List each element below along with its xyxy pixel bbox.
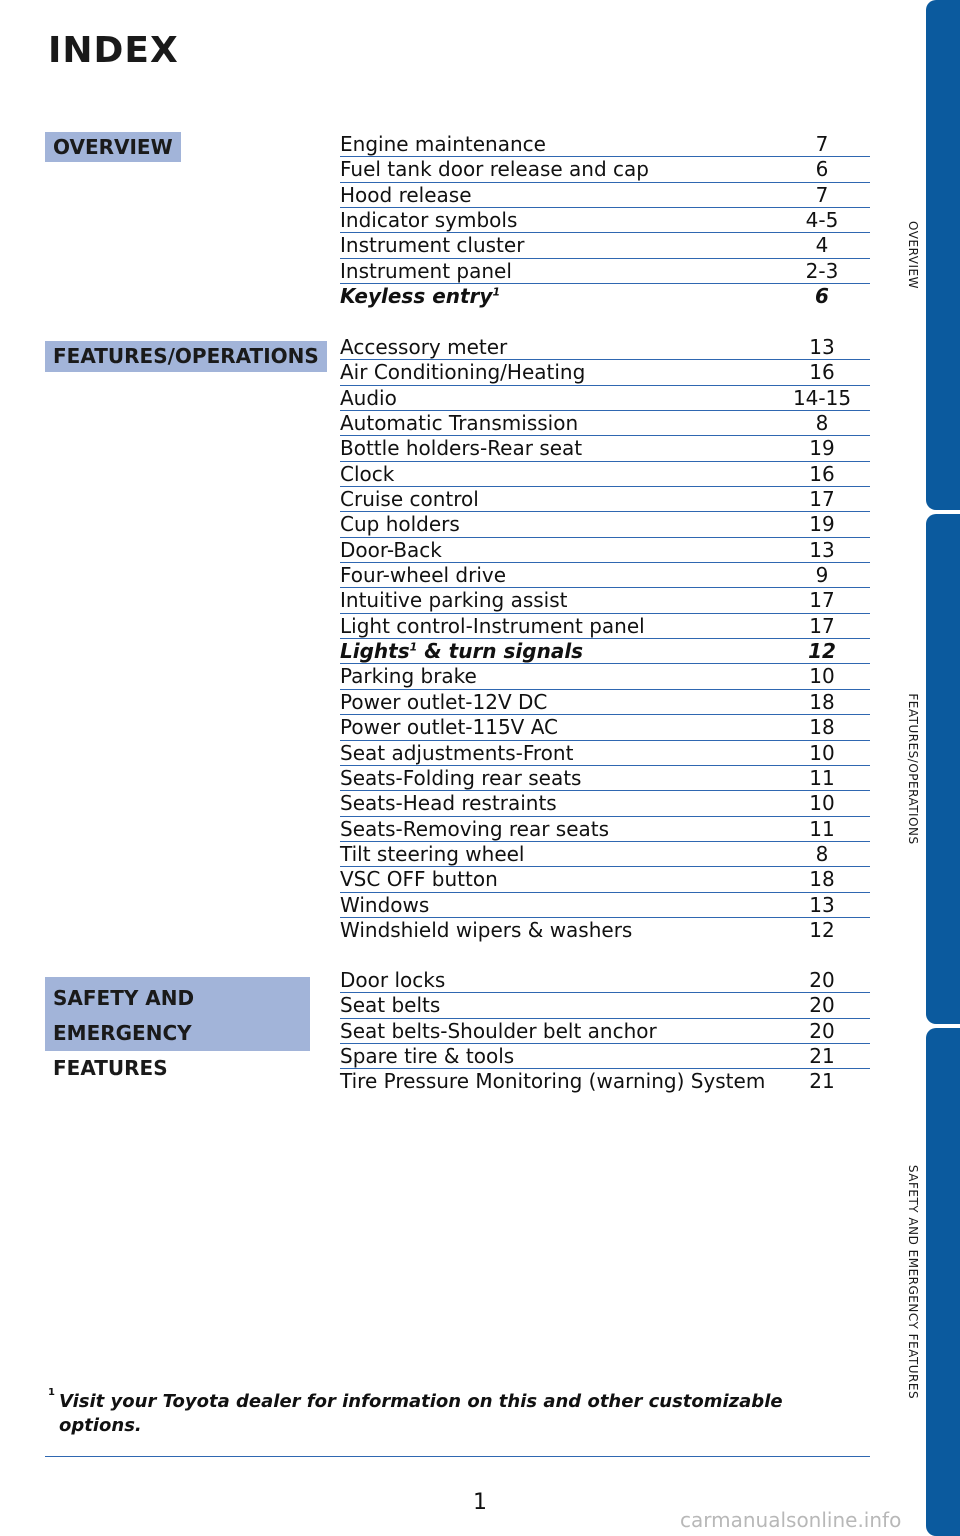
index-entry <box>340 690 870 715</box>
entry-label: Seat adjustments-Front <box>340 740 574 765</box>
index-entry <box>340 614 870 639</box>
entry-page-number: 12 <box>808 639 836 664</box>
entry-label: Spare tire & tools <box>340 1044 515 1069</box>
entry-label: Seat belts-Shoulder belt anchor <box>340 1018 657 1043</box>
index-entry <box>340 208 870 233</box>
entry-label: Engine maintenance <box>340 132 546 156</box>
entry-label: Power outlet-115V AC <box>340 715 559 740</box>
index-entry <box>340 766 870 791</box>
entry-page-number: 18 <box>809 867 835 892</box>
entry-label: Seats-Head restraints <box>340 791 557 816</box>
index-entry <box>340 588 870 613</box>
entry-label: VSC OFF button <box>340 867 498 892</box>
entry-label: Door-Back <box>340 537 442 562</box>
entry-page-number: 10 <box>809 740 835 765</box>
entry-page-number: 12 <box>809 917 835 942</box>
entry-page-number: 13 <box>809 537 835 562</box>
index-entry <box>340 1044 870 1069</box>
index-entry <box>340 817 870 842</box>
index-entry <box>340 1069 870 1094</box>
entry-page-number: 17 <box>809 588 835 613</box>
entry-label: Lights$^1$ & turn signals <box>340 639 584 664</box>
entry-page-number: 10 <box>809 791 835 816</box>
entry-page-number: 18 <box>809 715 835 740</box>
index-list-safety <box>340 968 870 1095</box>
entry-label: Intuitive parking assist <box>340 588 568 613</box>
index-list-features <box>340 335 870 943</box>
entry-label: Light control-Instrument panel <box>340 613 645 638</box>
footnote-text: Visit your Toyota dealer for information on this and other customizable options. <box>59 1391 783 1436</box>
entry-label: Air Conditioning/Heating <box>340 360 586 385</box>
entry-page-number: 19 <box>809 512 835 537</box>
index-entry <box>340 968 870 993</box>
entry-label: Windows <box>340 892 430 917</box>
index-entry <box>340 512 870 537</box>
entry-label: Door locks <box>340 968 446 992</box>
index-entry <box>340 259 870 284</box>
section-label-line: FEATURES/OPERATIONS <box>53 344 319 368</box>
side-tab-safety[interactable] <box>926 1028 960 1536</box>
watermark: carmanualsonline.info <box>680 1508 902 1532</box>
index-entry <box>340 741 870 766</box>
entry-page-number: 20 <box>809 1018 835 1043</box>
entry-page-number: 8 <box>815 411 829 436</box>
entry-page-number: 8 <box>815 841 829 866</box>
index-entry <box>340 132 870 157</box>
index-entry <box>340 918 870 943</box>
entry-label: Windshield wipers & washers <box>340 917 633 942</box>
index-entry <box>340 563 870 588</box>
footnote-ref: 1 <box>409 640 418 654</box>
entry-page-number: 9 <box>815 563 829 588</box>
index-entry <box>340 791 870 816</box>
entry-label: Instrument panel <box>340 258 512 283</box>
index-entry <box>340 157 870 182</box>
index-entry <box>340 462 870 487</box>
entry-page-number: 4 <box>815 233 829 258</box>
entry-label: Cup holders <box>340 512 460 537</box>
entry-page-number: 21 <box>809 1044 835 1069</box>
entry-label: Fuel tank door release and cap <box>340 157 649 182</box>
entry-page-number: 20 <box>809 993 835 1018</box>
entry-page-number: 11 <box>809 765 835 790</box>
page-number: 1 <box>473 1490 487 1515</box>
section-label-line: EMERGENCY FEATURES <box>53 1021 192 1080</box>
entry-page-number: 16 <box>809 461 835 486</box>
entry-label: Seat belts <box>340 993 441 1018</box>
entry-label: Accessory meter <box>340 335 508 359</box>
index-entry <box>340 487 870 512</box>
footnote <box>48 1387 848 1438</box>
index-entry <box>340 1019 870 1044</box>
side-tab-overview[interactable] <box>926 0 960 510</box>
entry-page-number: 19 <box>809 436 835 461</box>
entry-label: Clock <box>340 461 395 486</box>
page-title: INDEX <box>48 30 179 71</box>
entry-label: Seats-Folding rear seats <box>340 765 582 790</box>
entry-page-number: 13 <box>809 892 835 917</box>
entry-label: Four-wheel drive <box>340 563 507 588</box>
side-rail <box>926 0 960 1536</box>
footnote-marker: 1 <box>48 1387 55 1398</box>
entry-page-number: 6 <box>815 157 829 182</box>
index-entry <box>340 893 870 918</box>
entry-page-number: 10 <box>809 664 835 689</box>
entry-page-number: 13 <box>809 335 835 359</box>
entry-page-number: 20 <box>809 968 835 992</box>
index-entry <box>340 715 870 740</box>
entry-label: Automatic Transmission <box>340 411 579 436</box>
index-entry <box>340 386 870 411</box>
entry-label: Cruise control <box>340 487 479 512</box>
index-entry <box>340 842 870 867</box>
side-tab-features[interactable] <box>926 514 960 1024</box>
entry-label: Seats-Removing rear seats <box>340 816 610 841</box>
entry-label: Indicator symbols <box>340 208 518 233</box>
entry-page-number: 16 <box>809 360 835 385</box>
footnote-ref: 1 <box>492 285 501 299</box>
index-entry <box>340 233 870 258</box>
index-entry <box>340 639 870 664</box>
index-list-overview <box>340 132 870 309</box>
entry-page-number: 17 <box>809 613 835 638</box>
footer-divider <box>45 1456 870 1457</box>
index-entry <box>340 284 870 309</box>
entry-page-number: 14-15 <box>792 385 852 410</box>
index-entry <box>340 183 870 208</box>
section-label-safety <box>45 977 310 1080</box>
index-entry <box>340 411 870 436</box>
index-entry <box>340 436 870 461</box>
entry-page-number: 11 <box>809 816 835 841</box>
entry-label: Tilt steering wheel <box>340 841 525 866</box>
entry-label: Audio <box>340 385 397 410</box>
index-entry <box>340 360 870 385</box>
entry-label: Hood release <box>340 182 472 207</box>
index-entry <box>340 664 870 689</box>
entry-page-number: 4-5 <box>805 208 839 233</box>
index-entry <box>340 538 870 563</box>
section-label-features <box>45 341 327 372</box>
entry-page-number: 21 <box>809 1069 835 1094</box>
entry-page-number: 18 <box>809 689 835 714</box>
index-entry <box>340 335 870 360</box>
entry-page-number: 7 <box>815 132 829 156</box>
entry-label: Keyless entry$^1$ <box>340 284 501 309</box>
section-label-line: OVERVIEW <box>53 135 173 159</box>
entry-label: Tire Pressure Monitoring (warning) System <box>340 1069 766 1094</box>
entry-page-number: 6 <box>815 284 829 309</box>
entry-page-number: 7 <box>815 182 829 207</box>
entry-page-number: 17 <box>809 487 835 512</box>
entry-label: Instrument cluster <box>340 233 525 258</box>
section-label-overview <box>45 132 181 162</box>
entry-page-number: 2-3 <box>805 258 839 283</box>
entry-label: Parking brake <box>340 664 477 689</box>
index-entry <box>340 867 870 892</box>
index-entry <box>340 993 870 1018</box>
section-label-line: SAFETY AND <box>53 986 195 1010</box>
entry-label: Bottle holders-Rear seat <box>340 436 583 461</box>
entry-label: Power outlet-12V DC <box>340 689 548 714</box>
